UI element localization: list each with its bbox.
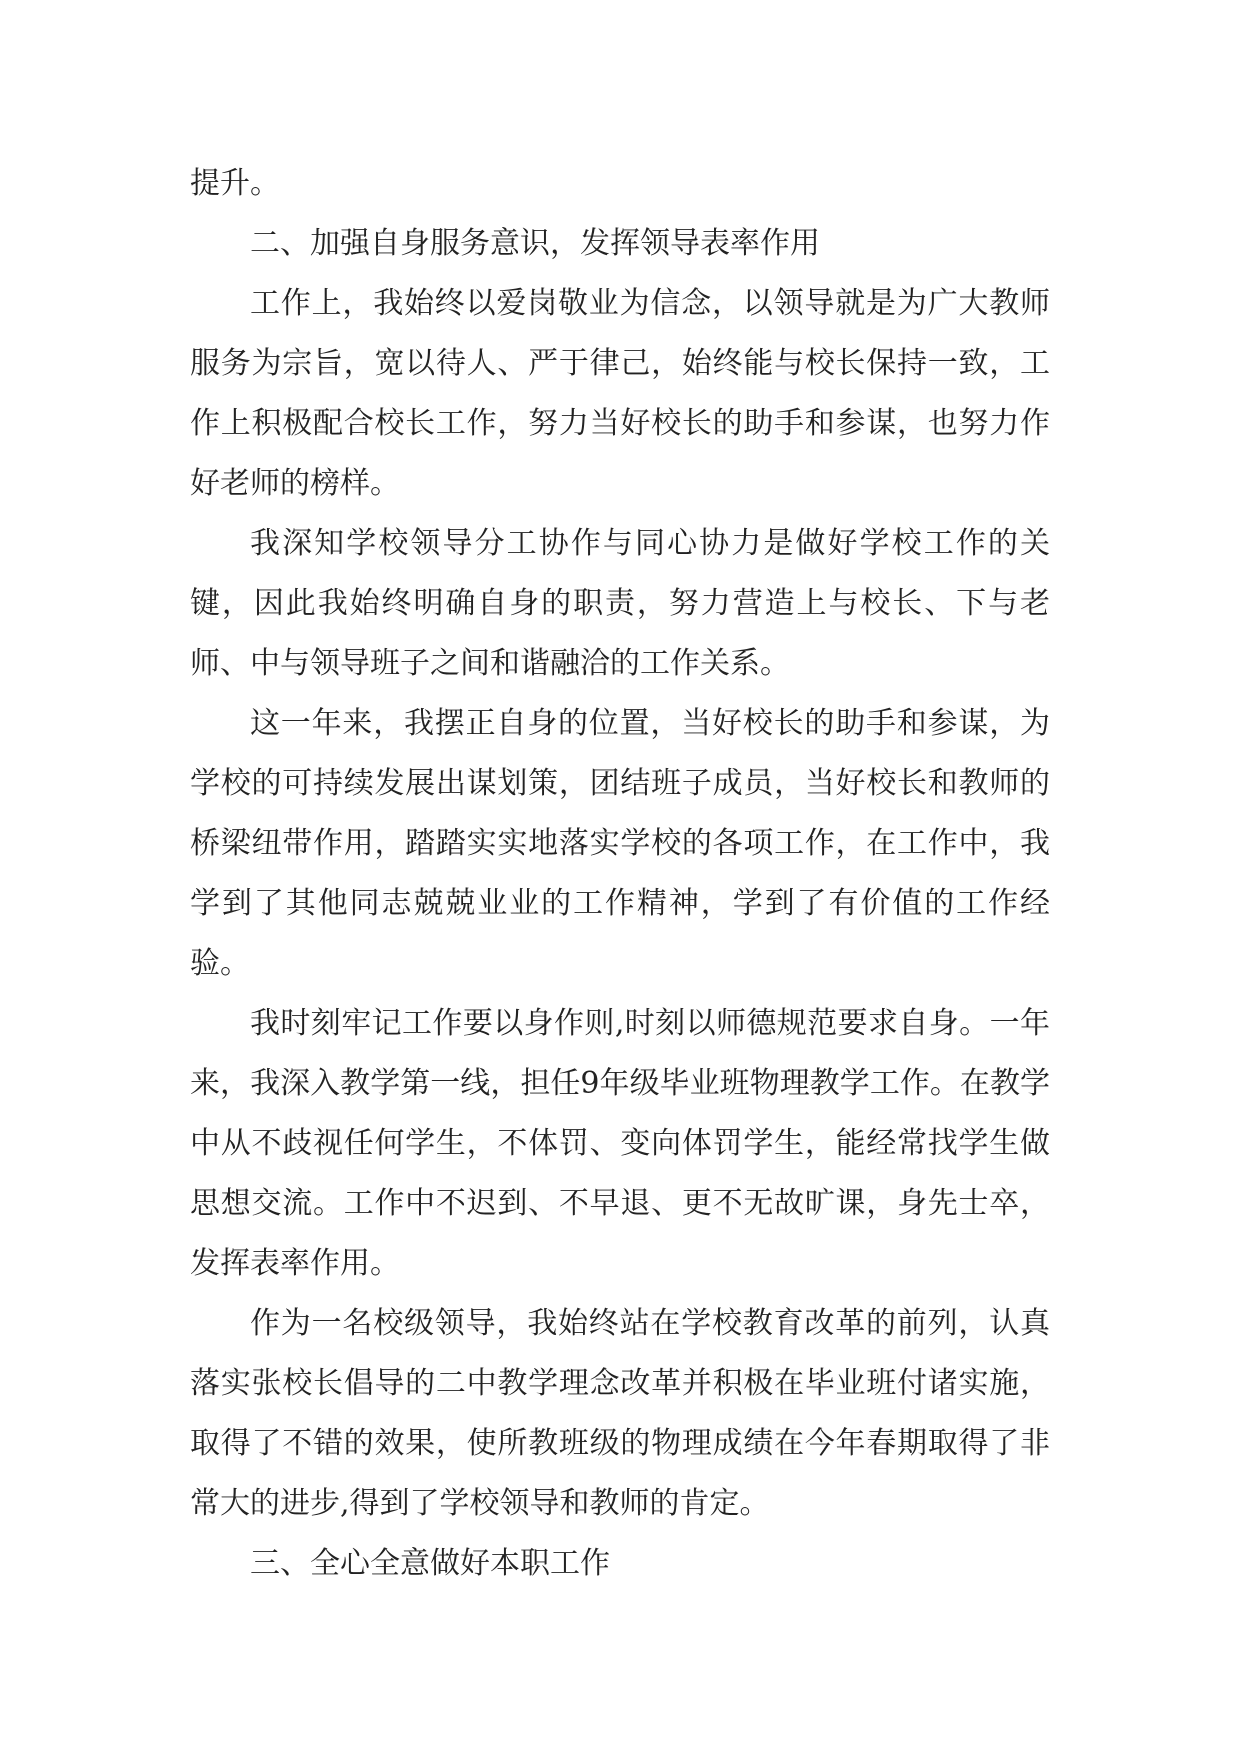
paragraph: 我时刻牢记工作要以身作则,时刻以师德规范要求自身。一年来，我深入教学第一线，担任9年级毕业班物理教学工作。在教学中从不歧视任何学生，不体罚、变向体罚学生，能经常找学生做思想交流。工作中不迟到、不早退、更不无故旷课，身先士卒，发挥表率作用。 (190, 1006, 1050, 1281)
paragraph: 这一年来，我摆正自身的位置，当好校长的助手和参谋，为学校的可持续发展出谋划策，团结班子成员，当好校长和教师的桥梁纽带作用，踏踏实实地落实学校的各项工作，在工作中，我学到了其他同志兢兢业业的工作精神，学到了有价值的工作经验。 (190, 706, 1050, 981)
section-heading-3: 三、全心全意做好本职工作 (250, 1546, 610, 1581)
paragraph: 工作上，我始终以爱岗敬业为信念，以领导就是为广大教师服务为宗旨，宽以待人、严于律己，始终能与校长保持一致，工作上积极配合校长工作，努力当好校长的助手和参谋，也努力作好老师的榜样。 (190, 286, 1050, 501)
paragraph: 作为一名校级领导，我始终站在学校教育改革的前列，认真落实张校长倡导的二中教学理念改革并积极在毕业班付诸实施，取得了不错的效果，使所教班级的物理成绩在今年春期取得了非常大的进步,得到了学校领导和教师的肯定。 (190, 1306, 1050, 1521)
document-body (190, 154, 1050, 1594)
section-heading-2: 二、加强自身服务意识，发挥领导表率作用 (250, 226, 820, 261)
paragraph-continuation: 提升。 (190, 166, 280, 201)
paragraph: 我深知学校领导分工协作与同心协力是做好学校工作的关键，因此我始终明确自身的职责，努力营造上与校长、下与老师、中与领导班子之间和谐融洽的工作关系。 (190, 526, 1050, 681)
